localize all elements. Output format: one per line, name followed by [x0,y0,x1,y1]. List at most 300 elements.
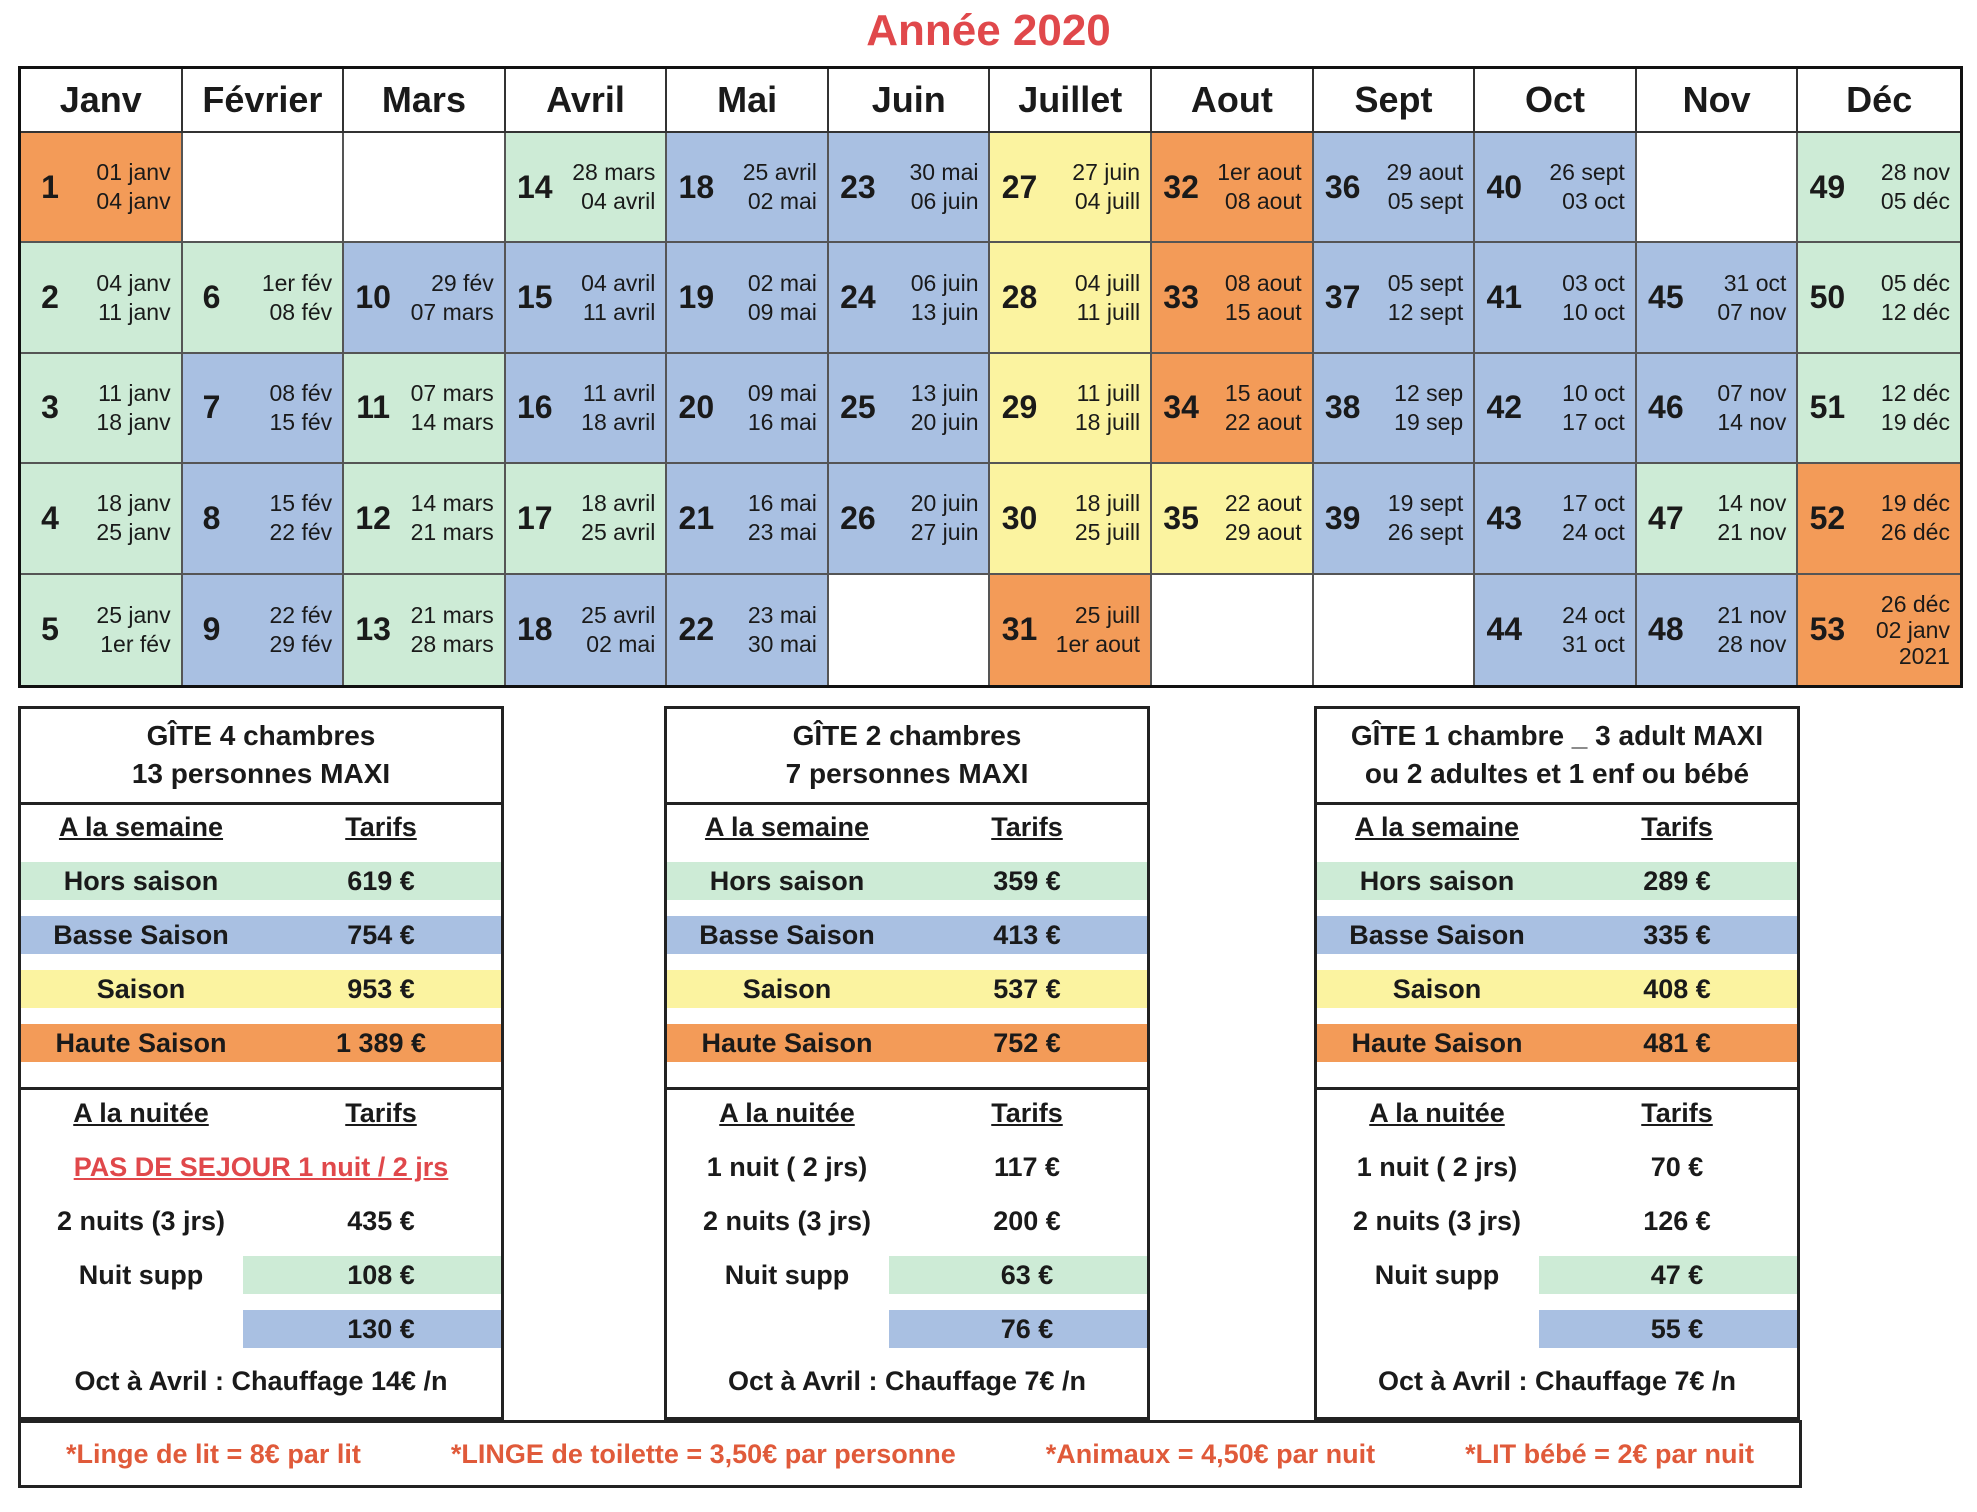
price-label: A la nuitée [1369,1097,1505,1128]
week-cell [1314,464,1476,574]
price-row [1317,1255,1797,1295]
week-number: 19 [678,279,715,316]
price-row [21,1201,501,1241]
price-row [1317,1023,1797,1063]
price-value: 335 € [1643,919,1711,950]
week-cell [21,243,183,353]
page-title: Année 2020 [866,6,1111,55]
week-date: 04 avril [581,188,656,215]
week-date: 02 mai [747,188,817,215]
price-value: 108 € [347,1259,415,1290]
week-dates [1856,158,1960,216]
week-date: 06 juin [910,188,979,215]
week-cell [1475,354,1637,464]
price-value: Tarifs [345,811,417,842]
week-number: 10 [355,279,391,316]
extras-footer [18,1420,1802,1488]
divider [21,1087,501,1090]
week-date: 30 mai [909,159,979,186]
week-date: 18 janv [96,490,171,517]
week-date: 13 juin [910,379,979,406]
week-dates [402,489,504,547]
week-number: 47 [1648,499,1684,536]
week-date: 07 mars [410,379,494,406]
price-label: Haute Saison [55,1027,227,1058]
price-row [1317,807,1797,847]
price-row [1317,1309,1797,1349]
footer-item-linge-toilette: *LINGE de toilette = 3,50€ par personne [450,1438,956,1469]
week-number: 52 [1809,499,1846,536]
price-label: Basse Saison [53,919,229,950]
week-number: 35 [1163,499,1199,536]
price-label: Basse Saison [699,919,875,950]
week-cell [1637,243,1799,353]
gite-title [667,709,1147,805]
week-date: 18 janv [96,408,171,435]
week-number: 50 [1809,279,1846,316]
week-number: 17 [516,499,553,536]
week-cell [990,575,1152,685]
price-value: 289 € [1643,865,1711,896]
week-number: 43 [1486,499,1523,536]
month-header: Oct [1475,69,1637,133]
week-date: 02 mai [586,630,656,657]
footer-item-animaux: *Animaux = 4,50€ par nuit [1045,1438,1376,1469]
week-date: 25 juill [1074,601,1141,628]
week-cell [1475,575,1637,685]
week-cell [829,464,991,574]
week-number: 39 [1324,499,1361,536]
price-row [667,969,1147,1009]
week-date: 23 mai [747,601,817,628]
week-date: 08 fév [269,298,333,325]
gite-title [21,709,501,805]
week-cell [829,243,991,353]
week-date: 01 janv [96,159,171,186]
price-label: 2 nuits (3 jrs) [702,1205,872,1236]
week-date: 25 avril [581,519,656,546]
week-date: 26 sept [1387,519,1464,546]
week-date: 1er fév [100,630,171,657]
price-row [21,1023,501,1063]
week-dates [887,489,989,547]
week-dates [1048,379,1150,437]
week-date: 20 juin [910,408,979,435]
week-date: 16 mai [747,408,817,435]
week-date: 27 juin [1072,159,1141,186]
week-date: 12 sept [1387,298,1464,325]
week-date: 12 déc [1880,298,1950,325]
week-dates [1856,591,1960,669]
week-cell [344,354,506,464]
footer-item-lit-bebe: *LIT bébé = 2€ par nuit [1465,1438,1754,1469]
week-cell [1798,243,1960,353]
week-cell [1152,354,1314,464]
month-header: Avril [506,69,668,133]
week-dates [79,158,181,216]
week-dates [402,379,504,437]
week-number: 30 [1001,499,1038,536]
price-label: 1 nuit ( 2 jrs) [1356,1151,1518,1182]
week-dates [1372,379,1474,437]
week-dates [1048,489,1150,547]
price-value: 70 € [1650,1151,1704,1182]
week-dates [1533,601,1635,659]
price-value: 117 € [993,1151,1061,1182]
price-row [21,915,501,955]
price-value: 55 € [1650,1313,1704,1344]
price-value: Tarifs [1641,1097,1713,1128]
week-date: 29 aout [1224,519,1302,546]
week-cell [1314,354,1476,464]
week-number: 18 [678,168,715,205]
week-date: 14 nov [1717,408,1787,435]
divider [667,1087,1147,1090]
week-number: 8 [202,499,221,536]
price-row [1317,861,1797,901]
month-header: Sept [1314,69,1476,133]
week-date: 25 janv [96,519,171,546]
gite-title-line2: ou 2 adultes et 1 enf ou bébé [1364,758,1750,789]
week-date: 04 juill [1074,269,1141,296]
price-row [21,1309,501,1349]
gite-price-box [18,706,504,1420]
week-number: 7 [202,389,221,426]
week-cell [990,354,1152,464]
no-stay-notice: PAS DE SEJOUR 1 nuit / 2 jrs [73,1151,449,1182]
week-date: 17 oct [1562,408,1625,435]
price-row [1317,1093,1797,1133]
week-cell [506,243,668,353]
week-number: 40 [1486,168,1523,205]
week-date: 19 sept [1387,490,1464,517]
price-value: 76 € [1000,1313,1054,1344]
week-dates [1048,601,1150,659]
week-date: 07 nov [1717,298,1787,325]
week-number: 3 [41,389,59,426]
week-date: 29 aout [1386,159,1464,186]
week-cell [1152,243,1314,353]
price-row [21,807,501,847]
week-date: 04 juill [1074,188,1141,215]
week-number: 28 [1001,279,1038,316]
week-dates [725,158,827,216]
price-value: 63 € [1000,1259,1054,1290]
price-value: 619 € [347,865,415,896]
price-row [667,1023,1147,1063]
week-date: 26 déc [1880,590,1950,617]
week-date: 25 avril [742,159,817,186]
week-date: 14 mars [410,490,494,517]
week-cell [1314,243,1476,353]
week-cell [667,133,829,243]
week-cell [1475,243,1637,353]
week-number: 21 [678,499,715,536]
week-number: 9 [202,611,221,648]
week-number: 5 [41,611,59,648]
month-header: Juillet [990,69,1152,133]
week-cell [990,133,1152,243]
week-number: 42 [1486,389,1523,426]
price-label: Hors saison [709,865,865,896]
week-date: 07 mars [410,298,494,325]
price-label: Saison [1392,973,1482,1004]
week-date: 25 janv [96,601,171,628]
week-date: 18 avril [581,408,656,435]
week-dates [1048,158,1150,216]
week-number: 1 [41,168,59,205]
divider [1317,1087,1797,1090]
week-dates [725,601,827,659]
week-date: 17 oct [1562,490,1625,517]
week-cell [1798,354,1960,464]
price-row [667,1147,1147,1187]
week-date: 26 sept [1549,159,1625,186]
gite-title-line1: GÎTE 2 chambres [792,720,1022,751]
week-number: 13 [355,611,391,648]
month-header: Déc [1798,69,1960,133]
price-value: 481 € [1643,1027,1711,1058]
week-number: 37 [1324,279,1361,316]
month-header: Juin [829,69,991,133]
week-number: 24 [840,279,876,316]
week-cell [344,133,506,243]
month-header: Nov [1637,69,1799,133]
week-date: 04 janv [96,188,171,215]
week-cell [829,354,991,464]
week-number: 45 [1648,279,1684,316]
week-date: 14 mars [410,408,494,435]
price-label: 2 nuits (3 jrs) [56,1205,226,1236]
price-row [1317,1201,1797,1241]
week-date: 11 juill [1076,298,1141,325]
week-date: 11 janv [98,379,171,406]
week-cell [990,243,1152,353]
heating-row [21,1361,501,1401]
week-dates [1533,158,1635,216]
gite-price-box [1314,706,1800,1420]
gite-price-box [664,706,1150,1420]
week-date: 21 mars [410,601,494,628]
gite-title [1317,709,1797,805]
week-date: 15 aout [1224,298,1302,325]
week-number: 6 [202,279,221,316]
week-cell [1637,575,1799,685]
week-number: 27 [1001,168,1038,205]
week-cell [506,464,668,574]
price-value: Tarifs [991,811,1063,842]
price-label: Saison [96,973,186,1004]
week-date: 03 oct [1562,188,1625,215]
week-date: 04 janv [96,269,171,296]
week-dates [241,489,343,547]
week-cell [667,243,829,353]
week-dates [1210,489,1312,547]
price-value: 537 € [993,973,1061,1004]
week-date: 21 nov [1717,519,1787,546]
price-row [1317,1147,1797,1187]
week-cell [1475,464,1637,574]
week-cell [506,354,668,464]
week-date: 24 oct [1562,601,1625,628]
week-date: 25 juill [1074,519,1141,546]
week-cell [1152,133,1314,243]
week-date: 31 oct [1723,269,1787,296]
week-date: 29 fév [269,630,333,657]
week-dates [1372,489,1474,547]
week-cell [21,354,183,464]
week-dates [1533,489,1635,547]
week-cell [344,464,506,574]
week-number: 53 [1809,611,1846,648]
heating-note: Oct à Avril : Chauffage 14€ /n [74,1365,448,1396]
week-date: 25 avril [581,601,656,628]
week-number: 31 [1001,611,1038,648]
week-dates [887,269,989,327]
week-date: 05 déc [1880,188,1950,215]
week-date: 04 avril [581,269,656,296]
price-value: 953 € [347,973,415,1004]
price-label: 1 nuit ( 2 jrs) [706,1151,868,1182]
week-date: 11 juill [1076,379,1141,406]
week-dates [564,601,666,659]
week-date: 28 nov [1880,159,1950,186]
price-value: 200 € [993,1205,1061,1236]
week-number: 2 [41,279,59,316]
week-dates [1856,269,1960,327]
week-dates [1856,489,1960,547]
gite-title-line1: GÎTE 4 chambres [146,720,376,751]
week-number: 11 [356,389,391,426]
gite-title-line2: 7 personnes MAXI [785,758,1029,789]
month-header: Février [183,69,345,133]
week-cell [183,243,345,353]
week-dates [887,379,989,437]
price-value: 408 € [1643,973,1711,1004]
week-cell [829,133,991,243]
week-number: 18 [516,611,553,648]
price-row [667,1255,1147,1295]
price-label: Basse Saison [1349,919,1525,950]
week-cell [1314,133,1476,243]
week-dates [1210,158,1312,216]
week-cell [1637,354,1799,464]
week-dates [402,269,504,327]
heating-row [1317,1361,1797,1401]
week-dates [241,601,343,659]
week-dates [564,489,666,547]
week-dates [79,601,181,659]
footer-item-linge-lit: *Linge de lit = 8€ par lit [66,1438,361,1469]
week-date: 14 nov [1717,490,1787,517]
week-dates [564,379,666,437]
price-row [21,1255,501,1295]
week-cell [183,464,345,574]
month-header: Mai [667,69,829,133]
week-date: 10 oct [1562,379,1625,406]
price-label: A la nuitée [73,1097,209,1128]
week-number: 34 [1163,389,1199,426]
week-dates [725,489,827,547]
week-cell [21,575,183,685]
week-number: 46 [1648,389,1684,426]
week-date: 31 oct [1562,630,1625,657]
week-date: 11 avril [582,379,656,406]
week-date: 18 juill [1074,408,1141,435]
week-date: 1er aout [1055,630,1141,657]
week-cell [183,133,345,243]
week-cell [183,354,345,464]
week-dates [1210,379,1312,437]
week-date: 11 janv [98,298,171,325]
price-value: 1 389 € [335,1027,427,1058]
week-date: 20 juin [910,490,979,517]
price-value: 130 € [347,1313,415,1344]
week-date: 22 aout [1224,408,1302,435]
price-label: 2 nuits (3 jrs) [1352,1205,1522,1236]
price-row [21,861,501,901]
week-number: 14 [516,168,553,205]
month-header: Aout [1152,69,1314,133]
week-dates [1695,379,1797,437]
price-label: A la semaine [704,811,870,842]
week-date: 11 avril [582,298,656,325]
week-number: 15 [516,279,553,316]
price-value: 413 € [993,919,1061,950]
price-value: 126 € [1643,1205,1711,1236]
week-date: 21 nov [1717,601,1787,628]
heating-note: Oct à Avril : Chauffage 7€ /n [727,1365,1087,1396]
week-date: 16 mai [747,490,817,517]
week-dates [1048,269,1150,327]
week-dates [1210,269,1312,327]
week-date: 22 fév [269,519,333,546]
week-cell [1314,575,1476,685]
week-date: 09 mai [747,298,817,325]
week-date: 12 déc [1880,379,1950,406]
week-dates [1856,379,1960,437]
price-label: Hors saison [1359,865,1515,896]
week-cell [829,575,991,685]
week-number: 32 [1163,168,1199,205]
week-number: 51 [1809,389,1846,426]
week-date: 13 juin [910,298,979,325]
price-row [21,1147,501,1187]
price-label: Haute Saison [1351,1027,1523,1058]
week-number: 36 [1324,168,1361,205]
week-date: 24 oct [1562,519,1625,546]
week-date: 05 déc [1880,269,1950,296]
week-date: 19 déc [1880,408,1950,435]
week-date: 15 aout [1224,379,1302,406]
price-value: Tarifs [1641,811,1713,842]
week-cell [1798,464,1960,574]
week-date: 1er aout [1217,159,1302,186]
price-label: Nuit supp [724,1259,850,1290]
price-row [1317,915,1797,955]
price-row [667,807,1147,847]
price-value: Tarifs [345,1097,417,1128]
week-date: 02 janv [1875,616,1950,643]
week-dates [402,601,504,659]
week-cell [344,243,506,353]
price-row [667,915,1147,955]
price-label: Hors saison [63,865,219,896]
week-date: 05 sept [1387,188,1464,215]
week-date: 22 fév [269,601,333,628]
week-cell [1152,464,1314,574]
week-date: 10 oct [1562,298,1625,325]
